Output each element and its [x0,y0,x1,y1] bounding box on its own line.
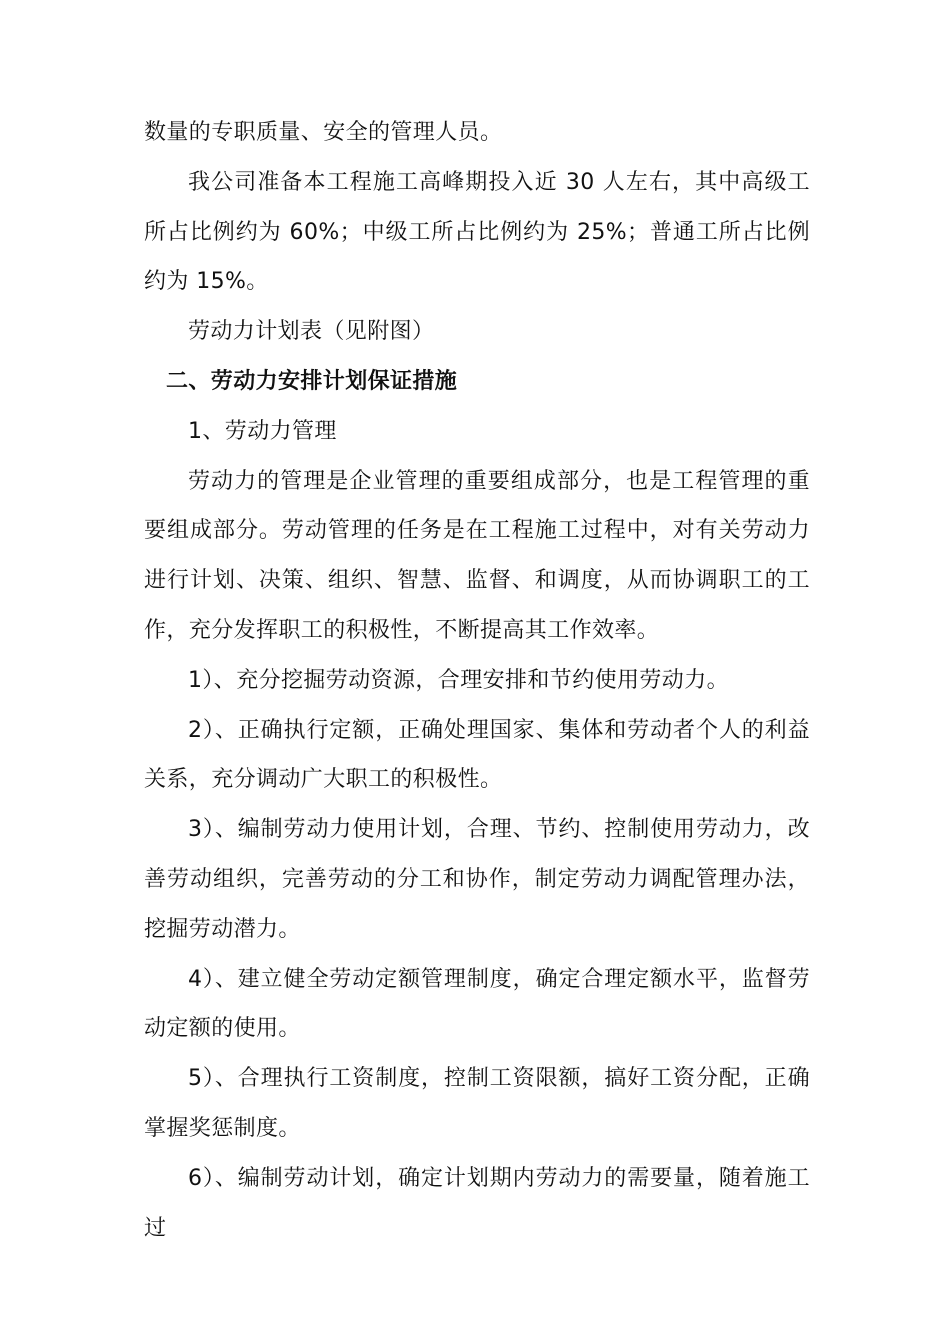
paragraph-labor-management-intro: 劳动力的管理是企业管理的重要组成部分，也是工程管理的重要组成部分。劳动管理的任务是在工程施工过程中，对有关劳动力进行计划、决策、组织、智慧、监督、和调度，从而协调职工的工作，充分发挥职工的积极性，不断提高其工作效率。 [144,468,810,643]
list-item-4: 4）、建立健全劳动定额管理制度，确定合理定额水平，监督劳动定额的使用。 [144,966,810,1042]
subsection-heading: 1、劳动力管理 [188,418,337,444]
paragraph-continuation: 数量的专职质量、安全的管理人员。 [144,120,503,145]
paragraph-workforce-ratio: 我公司准备本工程施工高峰期投入近 30 人左右，其中高级工所占比例约为 60%；中级工所占比例约为 25%；普通工所占比例约为 15%。 [144,169,810,295]
list-item-1: 1）、充分挖掘劳动资源，合理安排和节约使用劳动力。 [188,667,729,693]
list-item-6: 6）、编制劳动计划，确定计划期内劳动力的需要量，随着施工过 [144,1165,810,1241]
section-heading: 二、劳动力安排计划保证措施 [166,368,458,394]
list-item-3: 3）、编制劳动力使用计划，合理、节约、控制使用劳动力，改善劳动组织，完善劳动的分工和协作，制定劳动力调配管理办法，挖掘劳动潜力。 [144,817,810,942]
list-item-2: 2）、正确执行定额，正确处理国家、集体和劳动者个人的利益关系，充分调动广大职工的积极性。 [144,717,810,793]
paragraph-labor-plan-table-ref: 劳动力计划表（见附图） [188,319,435,345]
list-item-5: 5）、合理执行工资制度，控制工资限额，搞好工资分配，正确掌握奖惩制度。 [144,1066,810,1141]
document-body [144,108,810,1253]
